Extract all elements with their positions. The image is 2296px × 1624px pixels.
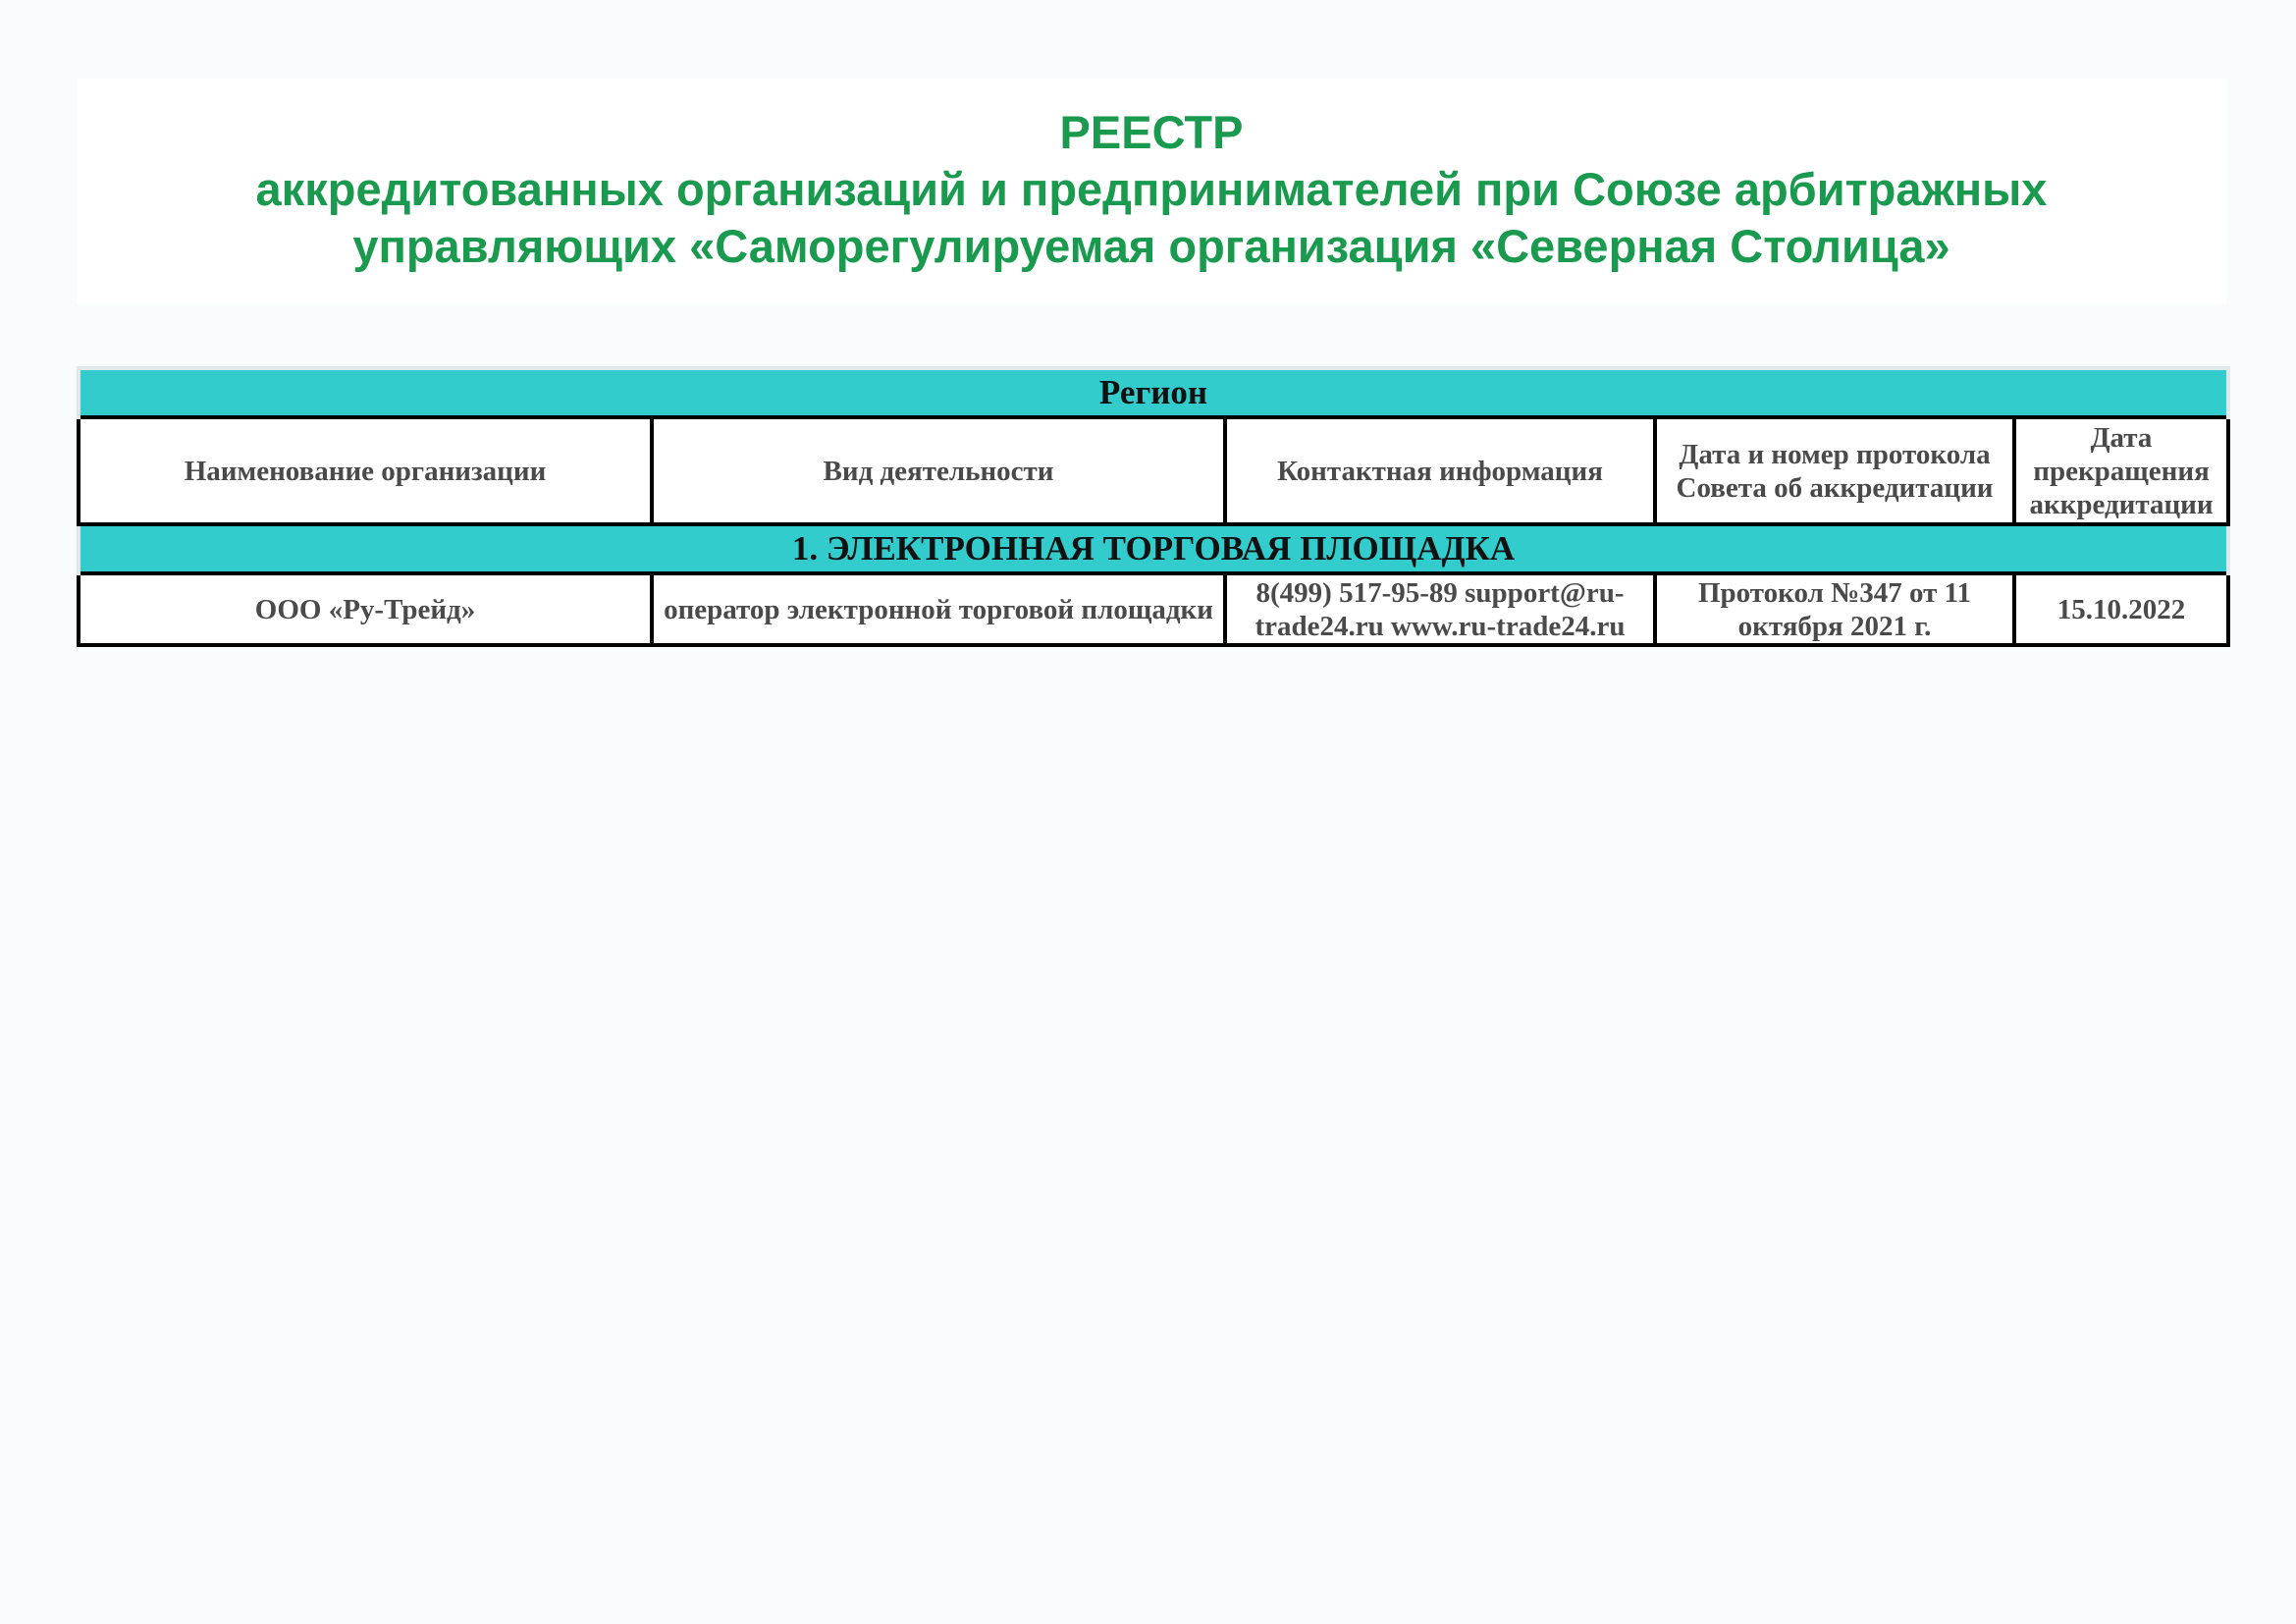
header-activity: Вид деятельности — [652, 417, 1225, 524]
section-row — [79, 524, 2228, 573]
table-row — [79, 573, 2228, 645]
cell-protocol: Протокол №347 от 11 октября 2021 г. — [1655, 573, 2014, 645]
region-row — [79, 368, 2228, 417]
region-label: Регион — [79, 368, 2228, 417]
title-line-1: РЕЕСТР — [1059, 106, 1244, 158]
header-contact: Контактная информация — [1225, 417, 1655, 524]
title-line-2: аккредитованных организаций и предпринимателей при Союзе арбитражных — [255, 163, 2048, 215]
cell-contact: 8(499) 517-95-89 support@ru-trade24.ru www.ru-trade24.ru — [1225, 573, 1655, 645]
header-end-date: Дата прекращения аккредитации — [2014, 417, 2228, 524]
title-line-3: управляющих «Саморегулируемая организация «Северная Столица» — [352, 220, 1950, 272]
cell-activity: оператор электронной торговой площадки — [652, 573, 1225, 645]
registry-table — [77, 366, 2230, 647]
section-title: 1. ЭЛЕКТРОННАЯ ТОРГОВАЯ ПЛОЩАДКА — [79, 524, 2228, 573]
header-row — [79, 417, 2228, 524]
header-name: Наименование организации — [79, 417, 652, 524]
cell-end-date: 15.10.2022 — [2014, 573, 2228, 645]
header-protocol: Дата и номер протокола Совета об аккредитации — [1655, 417, 2014, 524]
cell-name: ООО «Ру-Трейд» — [79, 573, 652, 645]
document-title — [77, 79, 2226, 304]
